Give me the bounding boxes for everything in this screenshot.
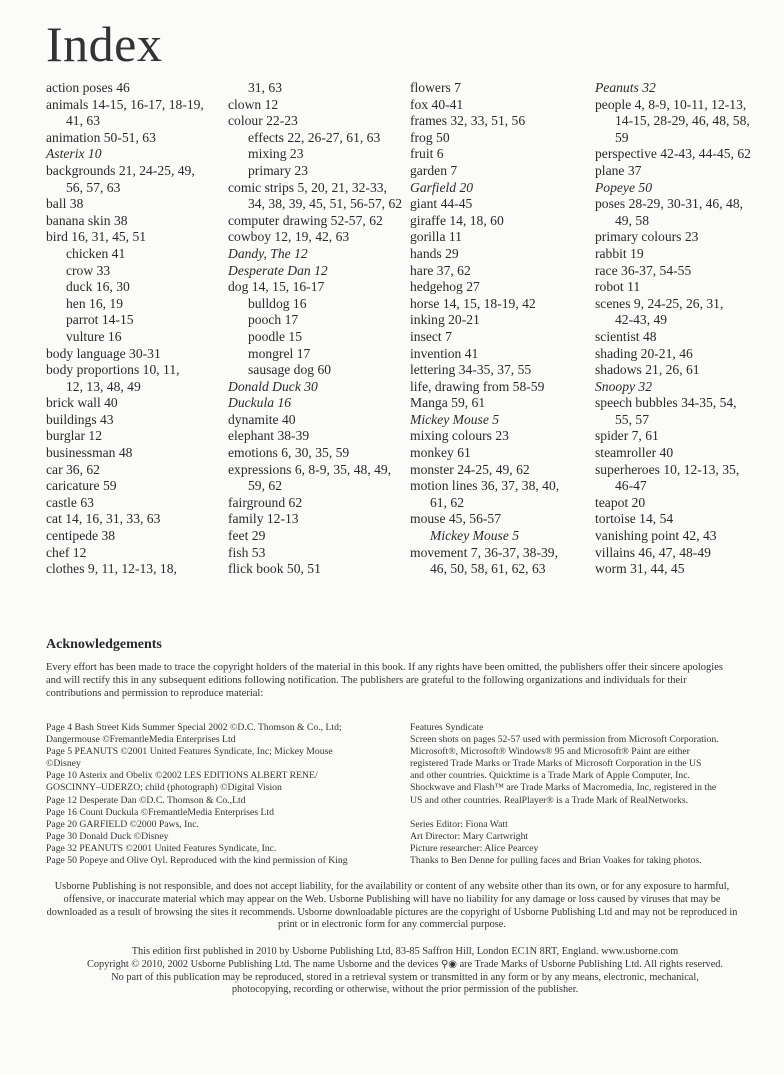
- credit-line: Page 12 Desperate Dan ©D.C. Thomson & Co.,Ltd: [46, 794, 246, 806]
- index-entry-line: Asterix 10: [46, 146, 102, 162]
- index-entry-line: perspective 42-43, 44-45, 62: [595, 146, 751, 162]
- credit-line: Page 30 Donald Duck ©Disney: [46, 830, 169, 842]
- index-entry-line: car 36, 62: [46, 461, 100, 477]
- index-entry-line: poses 28-29, 30-31, 46, 48,: [595, 196, 744, 212]
- index-entry-line: tortoise 14, 54: [595, 511, 674, 527]
- credit-line: Features Syndicate: [410, 722, 484, 733]
- index-entry: [595, 80, 775, 97]
- index-entry-line: elephant 38-39: [228, 428, 310, 444]
- credit-line: Page 4 Bash Street Kids Summer Special 2002 ©D.C. Thomson & Co., Ltd;: [46, 722, 342, 733]
- index-entry-line: hedgehog 27: [410, 279, 480, 295]
- index-entry: [228, 246, 408, 263]
- index-entry: [410, 296, 582, 313]
- index-entry-line: Manga 59, 61: [410, 395, 486, 411]
- index-entry-line: horse 14, 15, 18-19, 42: [410, 295, 536, 311]
- index-entry-line: mixing 23: [248, 146, 304, 162]
- index-entry: [595, 97, 775, 147]
- index-entry-line: inking 20-21: [410, 312, 480, 328]
- imprint-line-1: This edition first published in 2010 by Usborne Publishing Ltd, 83-85 Saffron Hill, London EC1N 8RT, England. www.usborne.com: [131, 946, 679, 957]
- index-entry-line: 59, 62: [248, 478, 282, 494]
- index-entry: [228, 511, 408, 528]
- credit-line: Page 16 Count Duckula ©FremantleMedia Enterprises Ltd: [46, 806, 274, 818]
- index-entry: [410, 445, 582, 462]
- index-entry-line: colour 22-23: [228, 113, 298, 129]
- index-entry-line: 42-43, 49: [615, 312, 668, 328]
- index-entry-line: duck 16, 30: [66, 279, 130, 295]
- index-entry: [228, 445, 408, 462]
- index-entry: [595, 395, 775, 428]
- index-entry-line: hare 37, 62: [410, 262, 471, 278]
- credits-right-staff: [410, 819, 774, 867]
- index-entry: [410, 97, 582, 114]
- index-entry-line: primary 23: [248, 162, 309, 178]
- index-subentry: [46, 246, 216, 263]
- index-entry-line: comic strips 5, 20, 21, 32-33,: [228, 179, 387, 195]
- index-entry-line: speech bubbles 34-35, 54,: [595, 395, 737, 411]
- credit-line: Shockwave and Flash™ are Trade Marks of Macromedia, Inc, registered in the: [410, 782, 717, 794]
- index-entry-line: castle 63: [46, 494, 94, 510]
- acknowledgements-heading: Acknowledgements: [46, 637, 162, 652]
- index-entry-line: flick book 50, 51: [228, 561, 321, 577]
- index-entry-line: worm 31, 44, 45: [595, 561, 685, 577]
- index-entry-line: businessman 48: [46, 445, 133, 461]
- index-entry-line: superheroes 10, 12-13, 35,: [595, 461, 740, 477]
- index-entry: [228, 561, 408, 578]
- index-entry-line: vanishing point 42, 43: [595, 528, 717, 544]
- index-entry: [410, 213, 582, 230]
- credit-line: Page 10 Asterix and Obelix ©2002 LES EDITIONS ALBERT RENE/: [46, 770, 318, 782]
- index-entry: [410, 395, 582, 412]
- credit-line: GOSCINNY–UDERZO; child (photograph) ©Digital Vision: [46, 782, 282, 794]
- page-title: Index: [46, 16, 163, 72]
- index-entry-line: buildings 43: [46, 411, 114, 427]
- index-entry: [410, 428, 582, 445]
- index-entry: [410, 379, 582, 396]
- index-subentry: [228, 312, 408, 329]
- index-subentry: [46, 329, 216, 346]
- index-entry-line: body language 30-31: [46, 345, 161, 361]
- index-entry: [595, 379, 775, 396]
- index-entry: [46, 97, 216, 130]
- index-entry-line: 41, 63: [66, 113, 100, 129]
- credit-line: Screen shots on pages 52-57 used with permission from Microsoft Corporation.: [410, 734, 719, 746]
- index-entry: [595, 428, 775, 445]
- index-entry: [46, 445, 216, 462]
- index-entry: [228, 263, 408, 280]
- index-entry: [595, 279, 775, 296]
- index-column-2: [228, 80, 408, 578]
- index-entry-line: brick wall 40: [46, 395, 118, 411]
- index-subentry: [46, 296, 216, 313]
- index-subentry: [228, 329, 408, 346]
- index-entry-line: monkey 61: [410, 445, 471, 461]
- index-entry-line: 46-47: [615, 478, 647, 494]
- index-entry-line: mixing colours 23: [410, 428, 509, 444]
- index-entry-line: 34, 38, 39, 45, 51, 56-57, 62: [248, 196, 403, 212]
- index-entry: [410, 113, 582, 130]
- credit-line: registered Trade Marks or Trade Marks of Microsoft Corporation in the US: [410, 758, 702, 770]
- index-entry-line: 12, 13, 48, 49: [66, 378, 141, 394]
- index-entry-line: 46, 50, 58, 61, 62, 63: [430, 561, 546, 577]
- index-subentry: [46, 312, 216, 329]
- index-entry: [46, 213, 216, 230]
- index-entry-line: 61, 62: [430, 494, 464, 510]
- index-entry-line: expressions 6, 8-9, 35, 48, 49,: [228, 461, 392, 477]
- index-entry-line: hands 29: [410, 245, 459, 261]
- index-entry-line: gorilla 11: [410, 229, 462, 245]
- index-column-1: [46, 80, 216, 578]
- index-entry-line: computer drawing 52-57, 62: [228, 212, 383, 228]
- index-entry-line: crow 33: [66, 262, 111, 278]
- imprint-line-2a: Copyright © 2010, 2002 Usborne Publishing Ltd. The name Usborne and the devices: [86, 958, 439, 970]
- index-entry-line: shading 20-21, 46: [595, 345, 693, 361]
- index-entry-line: people 4, 8-9, 10-11, 12-13,: [595, 96, 747, 112]
- index-entry: [46, 478, 216, 495]
- index-entry: [410, 462, 582, 479]
- index-entry-line: caricature 59: [46, 478, 117, 494]
- index-entry: [46, 196, 216, 213]
- credit-line: ©Disney: [46, 758, 81, 770]
- index-entry-line: fish 53: [228, 544, 266, 560]
- index-entry-line: feet 29: [228, 528, 266, 544]
- credit-line: Series Editor: Fiona Watt: [410, 818, 508, 830]
- credit-line: Dangermouse ©FremantleMedia Enterprises Ltd: [46, 734, 236, 746]
- index-entry-line: scenes 9, 24-25, 26, 31,: [595, 295, 724, 311]
- credit-line: Microsoft®, Microsoft® Windows® 95 and Microsoft® Paint are either: [410, 746, 690, 758]
- index-entry-line: giant 44-45: [410, 196, 473, 212]
- imprint-line-4: photocopying, recording or otherwise, without the prior permission of the publisher.: [231, 984, 579, 996]
- index-entry: [410, 362, 582, 379]
- index-entry-line: 49, 58: [615, 212, 649, 228]
- index-entry-line: backgrounds 21, 24-25, 49,: [46, 162, 195, 178]
- index-entry: [228, 80, 408, 97]
- index-entry-line: bird 16, 31, 45, 51: [46, 229, 147, 245]
- index-entry: [410, 279, 582, 296]
- index-entry-line: spider 7, 61: [595, 428, 659, 444]
- index-entry: [228, 279, 408, 296]
- index-entry-line: animals 14-15, 16-17, 18-19,: [46, 96, 204, 112]
- index-entry: [595, 445, 775, 462]
- index-entry-line: steamroller 40: [595, 445, 674, 461]
- index-entry: [46, 229, 216, 246]
- index-entry: [410, 329, 582, 346]
- index-entry: [410, 545, 582, 578]
- index-entry-line: Mickey Mouse 5: [430, 528, 520, 544]
- index-entry-line: insect 7: [410, 328, 452, 344]
- index-entry: [228, 545, 408, 562]
- index-entry: [410, 229, 582, 246]
- credit-line: and other countries. Quicktime is a Trade Mark of Apple Computer, Inc.: [410, 770, 690, 782]
- index-entry-line: giraffe 14, 18, 60: [410, 212, 504, 228]
- index-entry-line: fox 40-41: [410, 96, 464, 112]
- index-entry-line: chef 12: [46, 544, 87, 560]
- index-entry-line: cowboy 12, 19, 42, 63: [228, 229, 350, 245]
- index-entry-line: frog 50: [410, 129, 450, 145]
- index-entry-line: Desperate Dan 12: [228, 262, 328, 278]
- index-subentry: [410, 528, 582, 545]
- index-entry-line: life, drawing from 58-59: [410, 378, 545, 394]
- index-entry-line: vulture 16: [66, 328, 122, 344]
- credit-line: Art Director: Mary Cartwright: [410, 830, 529, 842]
- index-entry-line: clothes 9, 11, 12-13, 18,: [46, 561, 177, 577]
- index-entry-line: animation 50-51, 63: [46, 129, 156, 145]
- index-entry-line: motion lines 36, 37, 38, 40,: [410, 478, 560, 494]
- index-entry-line: banana skin 38: [46, 212, 128, 228]
- index-entry: [46, 130, 216, 147]
- index-entry-line: fairground 62: [228, 494, 303, 510]
- index-entry-line: parrot 14-15: [66, 312, 134, 328]
- publication-imprint: [40, 946, 770, 997]
- index-entry: [228, 462, 408, 495]
- index-entry-line: frames 32, 33, 51, 56: [410, 113, 526, 129]
- index-entry: [410, 196, 582, 213]
- index-entry: [410, 163, 582, 180]
- index-subentry: [228, 296, 408, 313]
- index-entry: [410, 312, 582, 329]
- index-entry-line: 56, 57, 63: [66, 179, 121, 195]
- index-entry-line: emotions 6, 30, 35, 59: [228, 445, 350, 461]
- index-entry-line: burglar 12: [46, 428, 103, 444]
- index-entry-line: scientist 48: [595, 328, 657, 344]
- index-entry: [595, 196, 775, 229]
- index-entry: [595, 146, 775, 163]
- index-entry: [410, 130, 582, 147]
- index-entry-line: teapot 20: [595, 494, 646, 510]
- index-entry: [228, 213, 408, 230]
- index-entry: [228, 229, 408, 246]
- index-entry: [46, 545, 216, 562]
- index-subentry: [228, 362, 408, 379]
- index-entry: [46, 412, 216, 429]
- index-entry: [228, 412, 408, 429]
- credits-left: [46, 722, 401, 867]
- credit-line: Page 32 PEANUTS ©2001 United Features Syndicate, Inc.: [46, 842, 277, 854]
- index-entry-line: garden 7: [410, 162, 458, 178]
- index-entry-line: body proportions 10, 11,: [46, 362, 180, 378]
- imprint-line-2: [40, 959, 770, 972]
- index-entry-line: clown 12: [228, 96, 279, 112]
- index-entry-line: Donald Duck 30: [228, 378, 318, 394]
- index-entry: [46, 495, 216, 512]
- index-entry-line: Dandy, The 12: [228, 245, 308, 261]
- credits-right-permissions: [410, 722, 774, 807]
- credit-line: US and other countries. RealPlayer® is a Trade Mark of RealNetworks.: [410, 794, 689, 806]
- index-entry-line: primary colours 23: [595, 229, 699, 245]
- credits-right: [410, 722, 774, 867]
- index-entry-line: 31, 63: [248, 80, 282, 95]
- liability-disclaimer: Usborne Publishing is not responsible, and does not accept liability, for the availability or content of any website other than its own, or for any exposure to harmful, offensive, or inaccurate material which may appear on the Web. Usborne Publishing will have no liability for any damage or loss caused by viruses that may be downloaded as a result of browsing the sites it recommends. Usborne downloadable pictures are the copyright of Usborne Publishing Ltd and may not be reproduced in print or in electronic form for any commercial purpose.: [46, 881, 738, 931]
- index-entry-line: dog 14, 15, 16-17: [228, 279, 325, 295]
- index-entry: [595, 462, 775, 495]
- index-entry: [46, 362, 216, 395]
- index-entry: [595, 362, 775, 379]
- credit-line: Thanks to Ben Denne for pulling faces and Brian Voakes for taking photos.: [410, 854, 702, 866]
- index-entry-line: Popeye 50: [595, 179, 652, 195]
- credit-line: Picture researcher: Alice Pearcey: [410, 842, 539, 854]
- index-entry-line: movement 7, 36-37, 38-39,: [410, 544, 558, 560]
- index-entry: [410, 180, 582, 197]
- index-entry-line: hen 16, 19: [66, 295, 124, 311]
- index-entry: [595, 246, 775, 263]
- index-entry: [46, 80, 216, 97]
- index-entry-line: race 36-37, 54-55: [595, 262, 692, 278]
- index-entry-line: effects 22, 26-27, 61, 63: [248, 129, 381, 145]
- index-column-4: [595, 80, 775, 578]
- index-entry-line: 59: [615, 129, 629, 145]
- index-entry: [595, 561, 775, 578]
- index-entry-line: Duckula 16: [228, 395, 292, 411]
- index-entry-line: 55, 57: [615, 411, 649, 427]
- index-entry: [595, 528, 775, 545]
- index-entry-line: mouse 45, 56-57: [410, 511, 501, 527]
- credit-line: Page 50 Popeye and Olive Oyl. Reproduced with the kind permission of King: [46, 855, 348, 867]
- credit-line: Page 20 GARFIELD ©2000 Paws, Inc.: [46, 818, 199, 830]
- index-entry: [228, 180, 408, 213]
- index-entry: [595, 511, 775, 528]
- imprint-line-3: No part of this publication may be reproduced, stored in a retrieval system or transmitted in any form or by any means, electronic, mechanical,: [111, 971, 699, 983]
- index-entry: [595, 495, 775, 512]
- index-entry: [46, 561, 216, 578]
- index-entry: [410, 246, 582, 263]
- credit-line: Page 5 PEANUTS ©2001 United Features Syndicate, Inc; Mickey Mouse: [46, 746, 333, 758]
- index-subentry: [228, 146, 408, 163]
- index-entry-line: dynamite 40: [228, 411, 296, 427]
- index-entry: [410, 263, 582, 280]
- index-entry: [410, 80, 582, 97]
- index-subentry: [228, 130, 408, 147]
- imprint-line-2b: are Trade Marks of Usborne Publishing Ltd. All rights reserved.: [459, 958, 723, 970]
- index-entry: [595, 346, 775, 363]
- index-entry-line: villains 46, 47, 48-49: [595, 544, 711, 560]
- index-entry-line: poodle 15: [248, 328, 302, 344]
- index-entry: [228, 395, 408, 412]
- index-entry: [46, 462, 216, 479]
- index-subentry: [46, 263, 216, 280]
- index-entry-line: cat 14, 16, 31, 33, 63: [46, 511, 161, 527]
- acknowledgements-intro: Every effort has been made to trace the copyright holders of the material in this book. If any rights have been omitted, the publishers offer their sincere apologies and will rectify this in any subsequent editions following notification. The publishers are grateful to the following organizations and individuals for their contributions and permission to reproduce material:: [46, 662, 723, 699]
- index-entry: [46, 528, 216, 545]
- index-entry: [410, 478, 582, 511]
- index-entry: [595, 229, 775, 246]
- index-entry: [595, 329, 775, 346]
- index-entry-line: Garfield 20: [410, 179, 474, 195]
- index-entry-line: Snoopy 32: [595, 378, 653, 394]
- index-entry: [410, 346, 582, 363]
- index-entry: [410, 412, 582, 429]
- index-entry-line: Mickey Mouse 5: [410, 411, 500, 427]
- index-entry-line: bulldog 16: [248, 295, 307, 311]
- index-entry: [595, 545, 775, 562]
- index-entry: [595, 163, 775, 180]
- index-entry-line: mongrel 17: [248, 345, 311, 361]
- index-entry-line: invention 41: [410, 345, 479, 361]
- index-entry: [46, 163, 216, 196]
- index-entry: [228, 97, 408, 114]
- index-entry: [228, 113, 408, 130]
- index-entry: [228, 379, 408, 396]
- index-entry-line: sausage dog 60: [248, 362, 332, 378]
- usborne-balloon-device-icon: ⚲◉: [440, 958, 458, 970]
- index-entry: [46, 146, 216, 163]
- index-entry-line: plane 37: [595, 162, 642, 178]
- index-entry-line: chicken 41: [66, 245, 126, 261]
- index-entry: [228, 495, 408, 512]
- index-subentry: [228, 346, 408, 363]
- index-entry: [595, 180, 775, 197]
- index-subentry: [228, 163, 408, 180]
- index-subentry: [46, 279, 216, 296]
- index-entry-line: fruit 6: [410, 146, 444, 162]
- index-entry-line: robot 11: [595, 279, 641, 295]
- index-entry: [595, 296, 775, 329]
- index-entry: [46, 511, 216, 528]
- index-entry-line: family 12-13: [228, 511, 299, 527]
- index-entry: [46, 395, 216, 412]
- index-entry-line: 14-15, 28-29, 46, 48, 58,: [615, 113, 750, 129]
- index-entry-line: Peanuts 32: [595, 80, 656, 95]
- index-entry-line: centipede 38: [46, 528, 116, 544]
- index-entry-line: ball 38: [46, 196, 84, 212]
- index-entry: [228, 428, 408, 445]
- index-entry: [410, 511, 582, 528]
- index-entry: [46, 428, 216, 445]
- index-entry-line: rabbit 19: [595, 245, 644, 261]
- index-entry-line: shadows 21, 26, 61: [595, 362, 700, 378]
- index-entry: [595, 263, 775, 280]
- index-entry: [46, 346, 216, 363]
- index-entry-line: action poses 46: [46, 80, 130, 95]
- index-entry-line: pooch 17: [248, 312, 299, 328]
- index-column-3: [410, 80, 582, 578]
- index-entry-line: lettering 34-35, 37, 55: [410, 362, 532, 378]
- index-entry: [228, 528, 408, 545]
- index-entry-line: flowers 7: [410, 80, 461, 95]
- index-entry: [410, 146, 582, 163]
- index-entry-line: monster 24-25, 49, 62: [410, 461, 530, 477]
